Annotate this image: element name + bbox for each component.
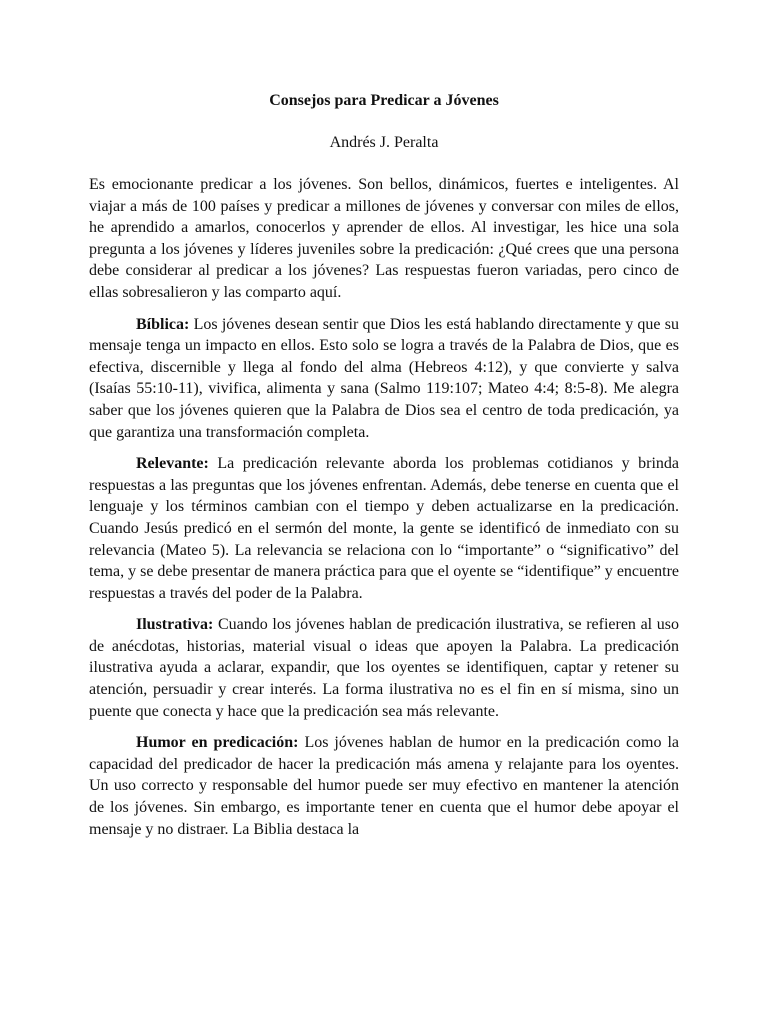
document-page (89, 90, 679, 850)
section-heading: Bíblica: (136, 315, 190, 333)
section-heading: Relevante: (136, 455, 209, 473)
section-heading: Ilustrativa: (136, 616, 214, 634)
section-humor (89, 732, 679, 840)
section-text: Los jóvenes desean sentir que Dios les está hablando directamente y que su mensaje tenga un impacto en ellos. Esto solo se logra a través de la Palabra de Dios, que es efectiva, discernible y llega al fondo del alma (Hebreos 4:12), y que convierte y salva (Isaías 55:10-11), vivifica, alimenta y sana (Salmo 119:107; Mateo 4:4; 8:5-8). Me alegra saber que los jóvenes quieren que la Palabra de Dios sea el centro de toda predicación, ya que garantiza una transformación completa. (89, 315, 680, 441)
section-relevante (89, 453, 679, 604)
section-biblica (89, 314, 679, 444)
document-author: Andrés J. Peralta (329, 134, 439, 151)
section-text: Cuando los jóvenes hablan de predicación ilustrativa, se refieren al uso de anécdotas, historias, material visual o ideas que apoyen la Palabra. La predicación ilustrativa ayuda a aclarar, expandir, que los oyentes se identifiquen, captar y retener su atención, persuadir y crear interés. La forma ilustrativa no es el fin en sí misma, sino un puente que conecta y hace que la predicación sea más relevante. (89, 616, 680, 720)
section-ilustrativa (89, 614, 679, 722)
section-heading: Humor en predicación: (136, 734, 299, 752)
section-text: Los jóvenes hablan de humor en la predicación como la capacidad del predicador de hacer la predicación más amena y relajante para los oyentes. Un uso correcto y responsable del humor puede ser muy efectivo en mantener la atención de los jóvenes. Sin embargo, es importante tener en cuenta que el humor debe apoyar el mensaje y no distraer. La Biblia destaca la (89, 734, 680, 838)
intro-paragraph: Es emocionante predicar a los jóvenes. Son bellos, dinámicos, fuertes e inteligentes. Al viajar a más de 100 países y predicar a millones de jóvenes y conversar con miles de ellos, he aprendido a amarlos, conocerlos y aprender de ellos. Al investigar, les hice una sola pregunta a los jóvenes y líderes juveniles sobre la predicación: ¿Qué crees que una persona debe considerar al predicar a los jóvenes? Las respuestas fueron variadas, pero cinco de ellas sobresalieron y las comparto aquí. (89, 176, 679, 301)
document-title: Consejos para Predicar a Jóvenes (269, 92, 499, 109)
section-text: La predicación relevante aborda los problemas cotidianos y brinda respuestas a las preguntas que los jóvenes enfrentan. Además, debe tenerse en cuenta que el lenguaje y los términos cambian con el tiempo y deben actualizarse en la predicación. Cuando Jesús predicó en el sermón del monte, la gente se identificó de inmediato con su relevancia (Mateo 5). La relevancia se relaciona con lo “importante” o “significativo” del tema, y se debe presentar de manera práctica para que el oyente se “identifique” y encuentre respuestas a través del poder de la Palabra. (89, 455, 680, 602)
